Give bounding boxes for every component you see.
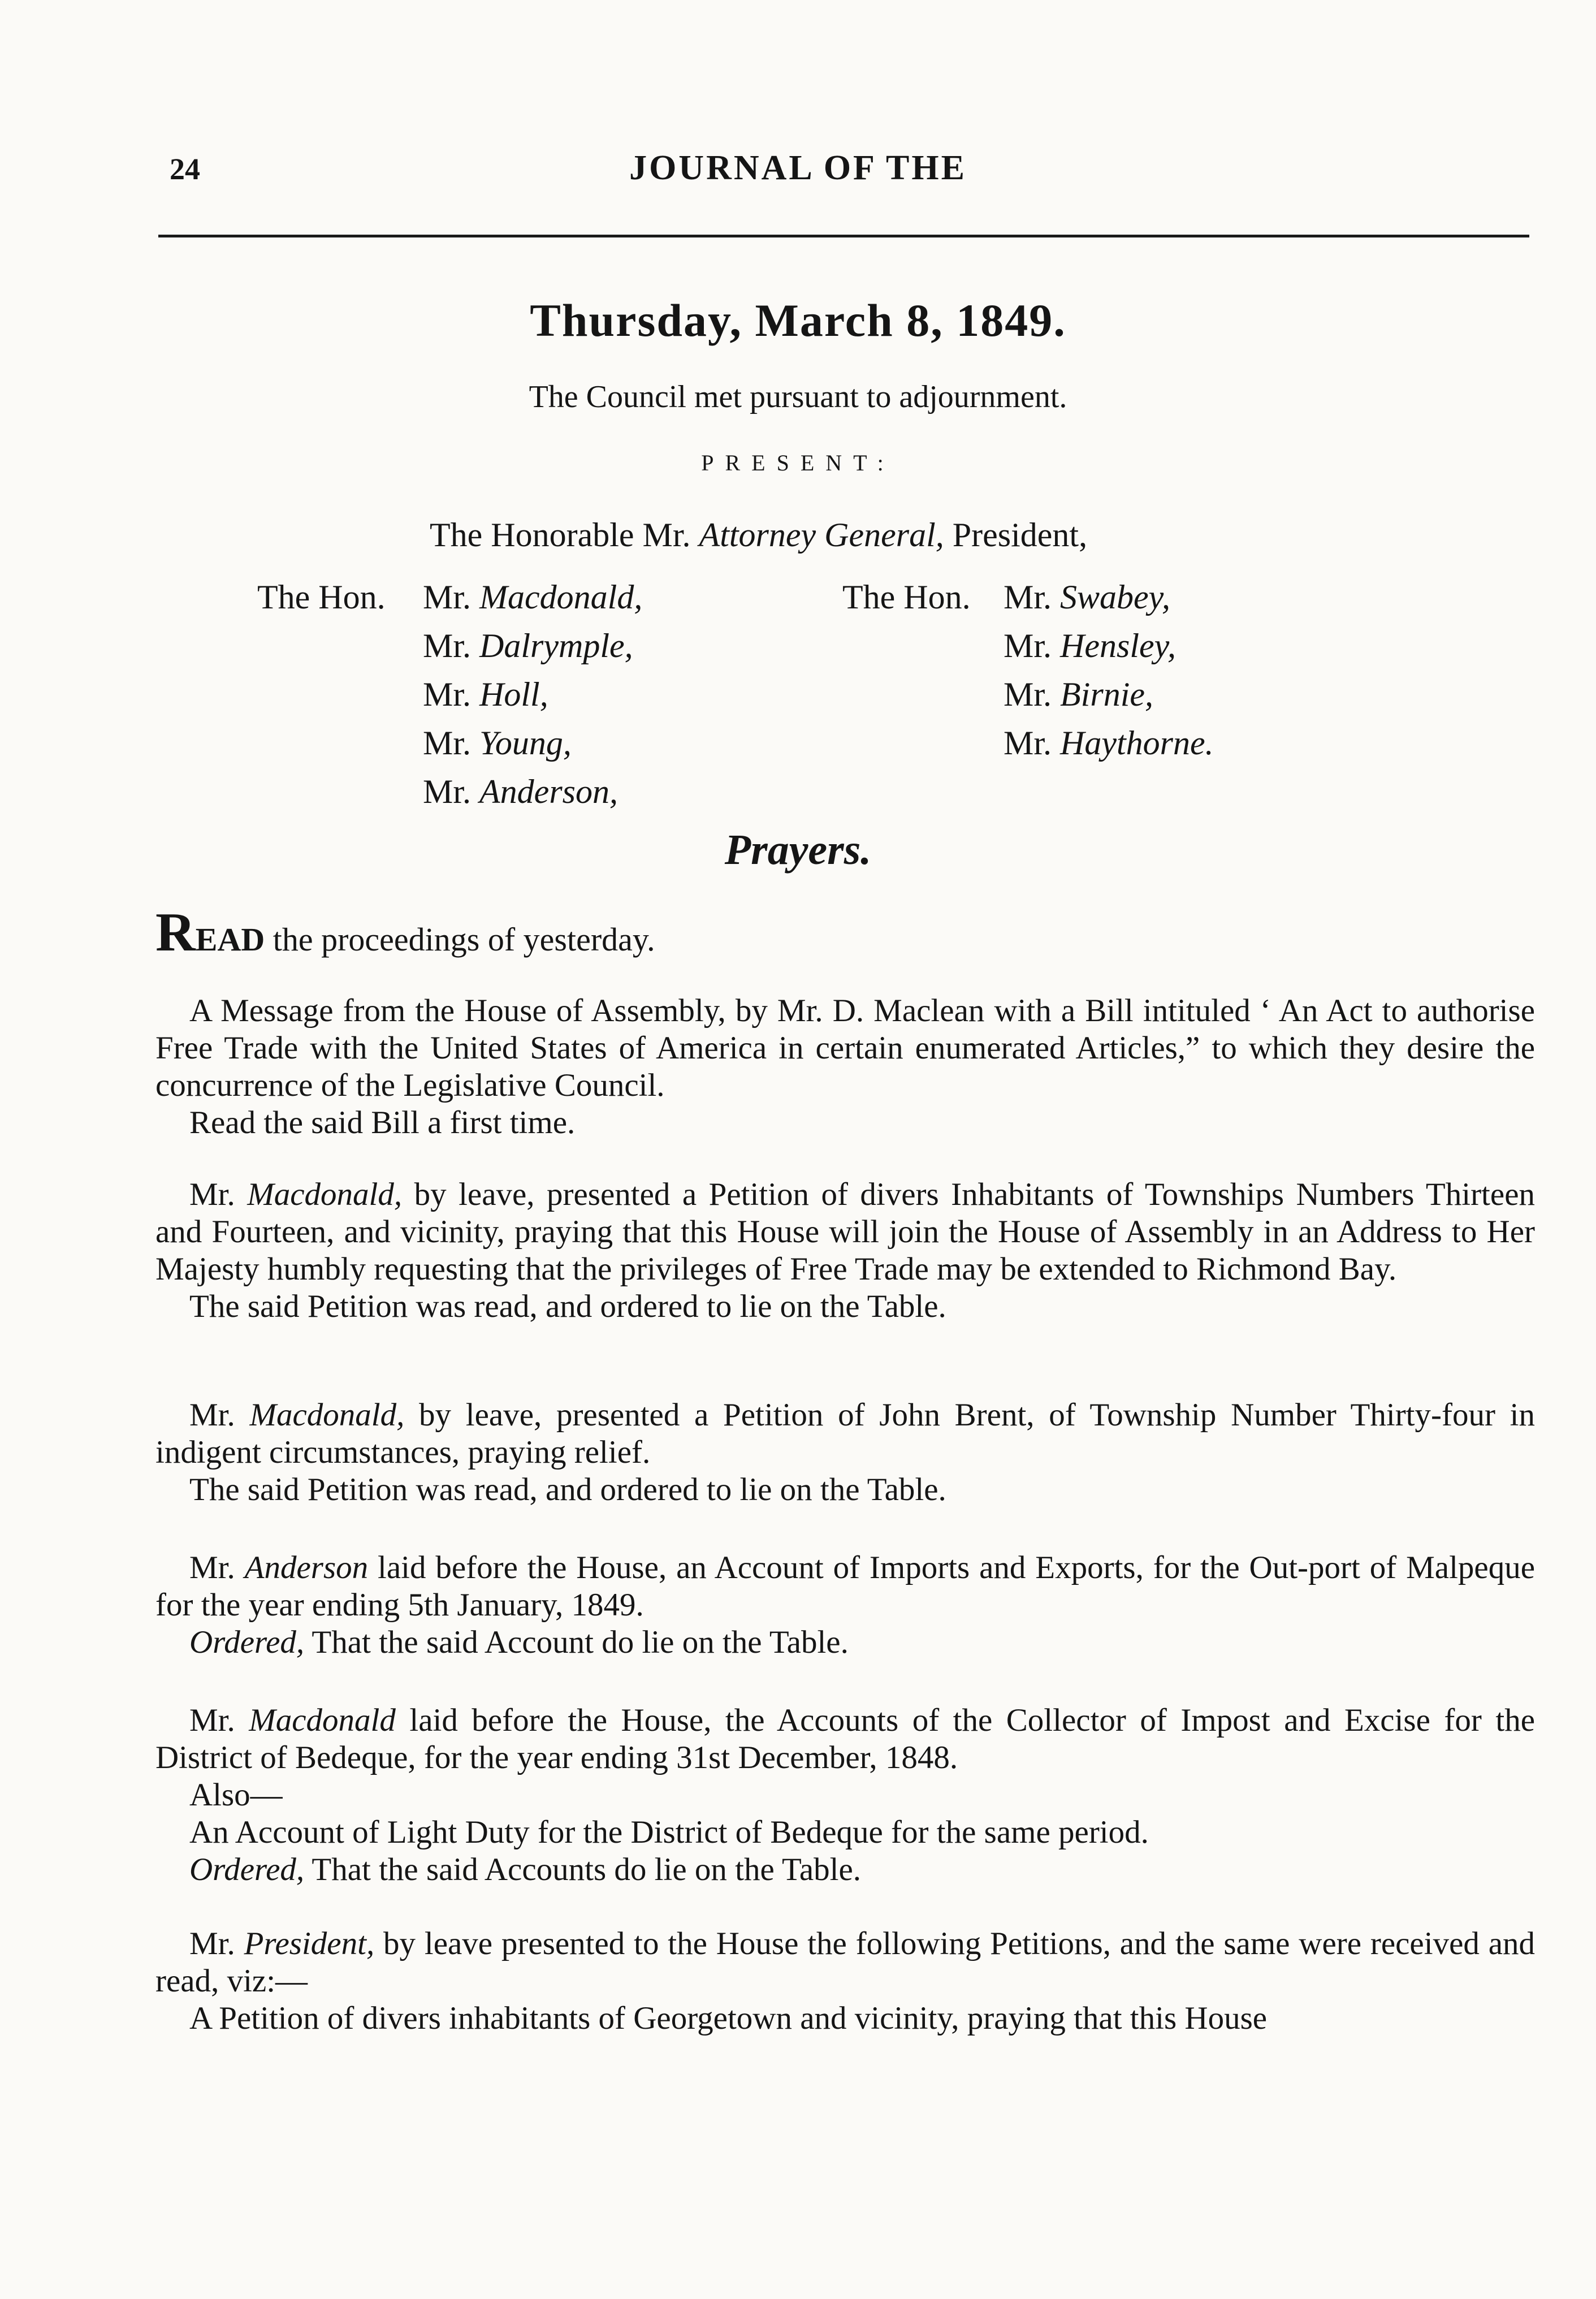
member-row xyxy=(423,626,633,666)
paragraph-followup xyxy=(155,1624,1535,1661)
paragraph-text xyxy=(155,1397,1535,1471)
president-line xyxy=(430,516,1087,555)
member-name: Young, xyxy=(479,724,572,762)
member-row xyxy=(1004,675,1153,714)
member-title: Mr. xyxy=(423,676,472,713)
paragraph-followup: The said Petition was read, and ordered to lie on the Table. xyxy=(189,1472,946,1507)
member-title: Mr. xyxy=(1004,627,1052,664)
member-row xyxy=(423,772,618,811)
entry-president-petitions xyxy=(155,1925,1535,2037)
ordered-label: Ordered, xyxy=(189,1624,305,1660)
paragraph-text xyxy=(155,1702,1535,1777)
member-name: Swabey, xyxy=(1060,578,1171,616)
entry-lead: Mr. xyxy=(189,1177,235,1212)
member-name: Hensley, xyxy=(1060,627,1176,664)
member-name: Holl, xyxy=(479,676,548,713)
entry-lead: Mr. xyxy=(189,1550,235,1585)
president-suffix: President, xyxy=(952,516,1088,554)
paragraph-also: Also— xyxy=(189,1777,283,1813)
paragraph-followup: Read the said Bill a first time. xyxy=(189,1105,576,1140)
member-title: Mr. xyxy=(1004,578,1052,616)
member-row xyxy=(423,675,548,714)
entry-lead: Mr. xyxy=(189,1702,235,1738)
president-prefix: The Honorable Mr. xyxy=(430,516,691,554)
entry-body: laid before the House, the Accounts of the Collector of Impost and Excise for the District of Bedeque, for the year ending 31st December, 1848. xyxy=(155,1702,1536,1775)
member-name: Anderson, xyxy=(479,773,618,810)
ordered-text: That the said Accounts do lie on the Table. xyxy=(304,1852,862,1887)
member-title: Mr. xyxy=(423,773,472,810)
entry-member: Anderson xyxy=(244,1550,369,1585)
member-title: Mr. xyxy=(1004,724,1052,762)
member-row xyxy=(423,724,572,763)
member-left-prefix: The Hon. xyxy=(257,578,386,616)
date-heading: Thursday, March 8, 1849. xyxy=(530,295,1066,346)
member-name: Dalrymple, xyxy=(479,627,633,664)
prayers-heading: Prayers. xyxy=(724,826,872,874)
entry-account-1 xyxy=(155,1549,1535,1661)
member-row xyxy=(423,578,642,617)
paragraph-followup: The said Petition was read, and ordered to lie on the Table. xyxy=(189,1289,946,1324)
ordered-text: That the said Account do lie on the Table. xyxy=(304,1624,849,1660)
entry-lead: Mr. xyxy=(189,1926,235,1961)
paragraph-text xyxy=(155,1925,1535,2000)
member-row xyxy=(1004,724,1214,763)
member-name: Macdonald, xyxy=(479,578,643,616)
entry-message xyxy=(155,992,1535,1142)
read-proceedings-line xyxy=(155,902,655,963)
member-title: Mr. xyxy=(423,724,472,762)
paragraph-text xyxy=(155,1549,1535,1624)
entry-petition-1 xyxy=(155,1176,1535,1325)
member-name: Haythorne. xyxy=(1060,724,1214,762)
member-name: Birnie, xyxy=(1060,676,1154,713)
entry-body: by leave, presented a Petition of divers Inhabitants of Townships Numbers Thirteen and Fourteen, and vicinity, praying that this House will join the House of Assembly in an Address to Her Majesty humbly requesting that the privileges of Free Trade may be extended to Richmond Bay. xyxy=(155,1177,1535,1287)
entry-lead: Mr. xyxy=(189,1397,235,1433)
member-row xyxy=(1004,578,1170,617)
running-head: JOURNAL OF THE xyxy=(629,149,967,187)
entry-member: President, xyxy=(244,1926,375,1961)
ordered-label: Ordered, xyxy=(189,1852,305,1887)
entry-petition-2 xyxy=(155,1397,1535,1509)
member-right-prefix: The Hon. xyxy=(842,578,971,616)
member-title: Mr. xyxy=(1004,676,1052,713)
paragraph-text: A Message from the House of Assembly, by Mr. D. Maclean with a Bill intituled ‘ An Act to authorise Free Trade with the United States of America in certain enumerated Articles,” to which they desire the concurrence of the Legislative Council. xyxy=(155,993,1535,1103)
page-number: 24 xyxy=(170,152,200,186)
entry-body: by leave presented to the House the following Petitions, and the same were received and read, viz:— xyxy=(155,1926,1535,1999)
drop-cap: R xyxy=(155,902,196,963)
member-row xyxy=(1004,626,1176,666)
paragraph-followup: A Petition of divers inhabitants of Georgetown and vicinity, praying that this House xyxy=(189,2000,1268,2036)
read-word-rest: EAD xyxy=(195,921,265,958)
entry-member: Macdonald, xyxy=(249,1397,405,1433)
entry-account-2 xyxy=(155,1702,1535,1889)
present-label: PRESENT: xyxy=(701,450,895,476)
header-rule xyxy=(158,235,1529,237)
member-title: Mr. xyxy=(423,627,472,664)
read-line-text: the proceedings of yesterday. xyxy=(265,921,655,958)
paragraph-text xyxy=(155,1176,1535,1288)
entry-body: by leave, presented a Petition of John Brent, of Township Number Thirty-four in indigent circumstances, praying relief. xyxy=(155,1397,1535,1470)
entry-member: Macdonald xyxy=(249,1702,396,1738)
president-name: Attorney General, xyxy=(699,516,944,554)
member-title: Mr. xyxy=(423,578,472,616)
paragraph-light-duty: An Account of Light Duty for the District of Bedeque for the same period. xyxy=(189,1814,1149,1850)
entry-body: laid before the House, an Account of Imports and Exports, for the Out-port of Malpeque for the year ending 5th January, 1849. xyxy=(155,1550,1536,1623)
met-line: The Council met pursuant to adjournment. xyxy=(529,379,1067,414)
entry-member: Macdonald, xyxy=(247,1177,403,1212)
paragraph-followup xyxy=(155,1851,1535,1889)
